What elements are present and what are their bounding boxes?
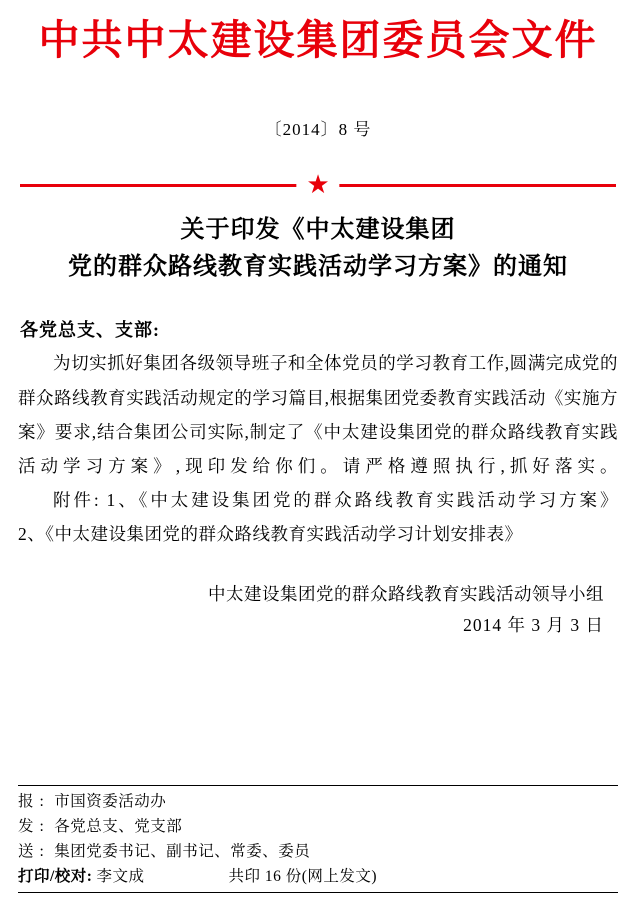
footer-row-report xyxy=(18,789,618,814)
red-separator xyxy=(18,170,618,200)
footer-value-report: 市国资委活动办 xyxy=(54,792,167,810)
footer-label-report: 报: xyxy=(18,792,50,810)
footer-value-issue: 各党总支、党支部 xyxy=(54,817,183,835)
footer-row-send xyxy=(18,839,618,864)
distribution-footer xyxy=(18,785,618,893)
signature-date: 2014 年 3 月 3 日 xyxy=(463,615,604,636)
body-paragraph: 为切实抓好集团各级领导班子和全体党员的学习教育工作,圆满完成党的群众路线教育实践活动规定的学习篇目,根据集团党委教育实践活动《实施方案》要求,结合集团公司实际,制定了《中太建设集团党的群众路线教育实践活动学习方案》,现印发给你们。请严格遵照执行,抓好落实。 xyxy=(18,353,618,476)
salutation: 各党总支、支部: xyxy=(20,320,160,341)
masthead-title: 中共中太建设集团委员会文件 xyxy=(38,17,598,63)
footer-value-send: 集团党委书记、副书记、常委、委员 xyxy=(54,842,311,860)
document-page xyxy=(0,18,636,903)
attachment-line-1: 附件: 1、《中太建设集团党的群众路线教育实践活动学习方案》 xyxy=(53,489,618,510)
footer-divider-bottom xyxy=(18,892,618,893)
page-title-line-2: 党的群众路线教育实践活动学习方案》的通知 xyxy=(68,254,568,281)
footer-label-send: 送: xyxy=(18,842,50,860)
page-title xyxy=(18,212,618,286)
footer-row-issue xyxy=(18,814,618,839)
printer-label: 打印/校对: xyxy=(18,867,93,885)
signature-org: 中太建设集团党的群众路线教育实践活动领导小组 xyxy=(208,584,604,605)
footer-row-printer xyxy=(18,864,618,889)
page-title-line-1: 关于印发《中太建设集团 xyxy=(180,217,456,244)
document-number: 〔2014〕8 号 xyxy=(264,120,372,140)
footer-label-issue: 发: xyxy=(18,817,50,835)
printer-value: 李文成 xyxy=(96,867,145,885)
red-star-icon: ★ xyxy=(296,174,339,196)
attachment-line-2: 2、《中太建设集团党的群众路线教育实践活动学习计划安排表》 xyxy=(18,524,523,545)
copies-count: 共印 16 份(网上发文) xyxy=(228,867,378,885)
footer-divider-top xyxy=(18,785,618,786)
